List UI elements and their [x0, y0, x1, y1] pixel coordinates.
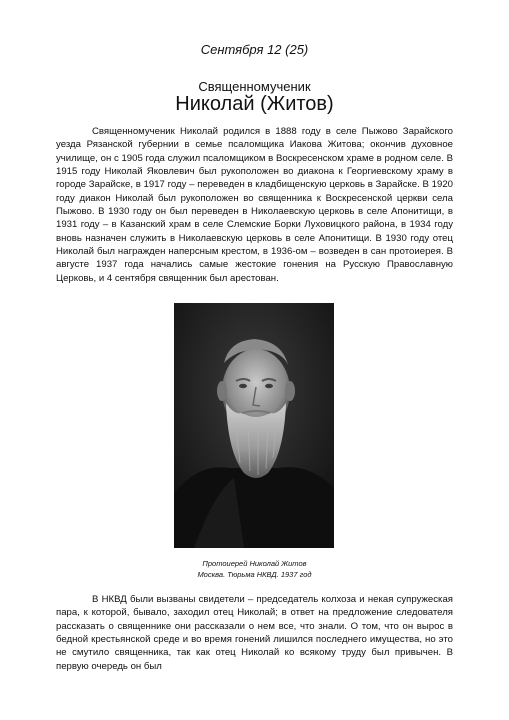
caption-name: Протоиерей Николай Житов [202, 559, 307, 568]
portrait-image [174, 303, 334, 548]
caption-place: Москва. Тюрьма НКВД. 1937 год [197, 570, 312, 579]
paragraph-biography: Священномученик Николай родился в 1888 году в селе Пыжово Зарайского уезда Рязанской губернии в семье псаломщика Иакова Житова; окончив духовное училище, он с 1905 года служил псаломщиком в Воскресенском храме в родном селе. В 1915 году Николай Яковлевич был рукоположен во диакона к Георгиевскому храму в городе Зарайске, в 1917 году – переведен в кладбищенскую церковь в Зарайске. В 1920 году диакон Николай был рукоположен во священника к Воскресенской церкви села Пыжово. В 1930 году он был переведен в Николаевскую церковь в селе Апонитищи, в 1931 году – в Казанский храм в селе Слемские Борки Луховицкого района, в 1934 году вновь назначен служить в Николаевскую церковь в селе Апонитищи. В 1930 году отец Николай был награжден наперсным крестом, в 1936-ом – возведен в сан протоиерея. В августе 1937 года начались самые жестокие гонения на Русскую Православную Церковь, и 4 сентября священник был арестован. [56, 126, 453, 284]
page-date: Сентября 12 (25) [200, 42, 309, 57]
page-title: Николай (Житов) [175, 93, 334, 115]
paragraph-nkvd: В НКВД были вызваны свидетели – председатель колхоза и некая супружеская пара, к которой, бывало, заходил отец Николай; в ответ на предложение следователя рассказать о священнике они рассказали о нем все, что знали. О том, что он вырос в бедной крестьянской среде и во время гонений лишился последнего имущества, но это не смутило священника, так как отец Николай ко всякому труду был привычен. В первую очередь он был [56, 594, 453, 672]
portrait-photo [174, 303, 334, 548]
photo-caption [0, 558, 509, 580]
saint-rank: Священномученик [198, 79, 311, 94]
